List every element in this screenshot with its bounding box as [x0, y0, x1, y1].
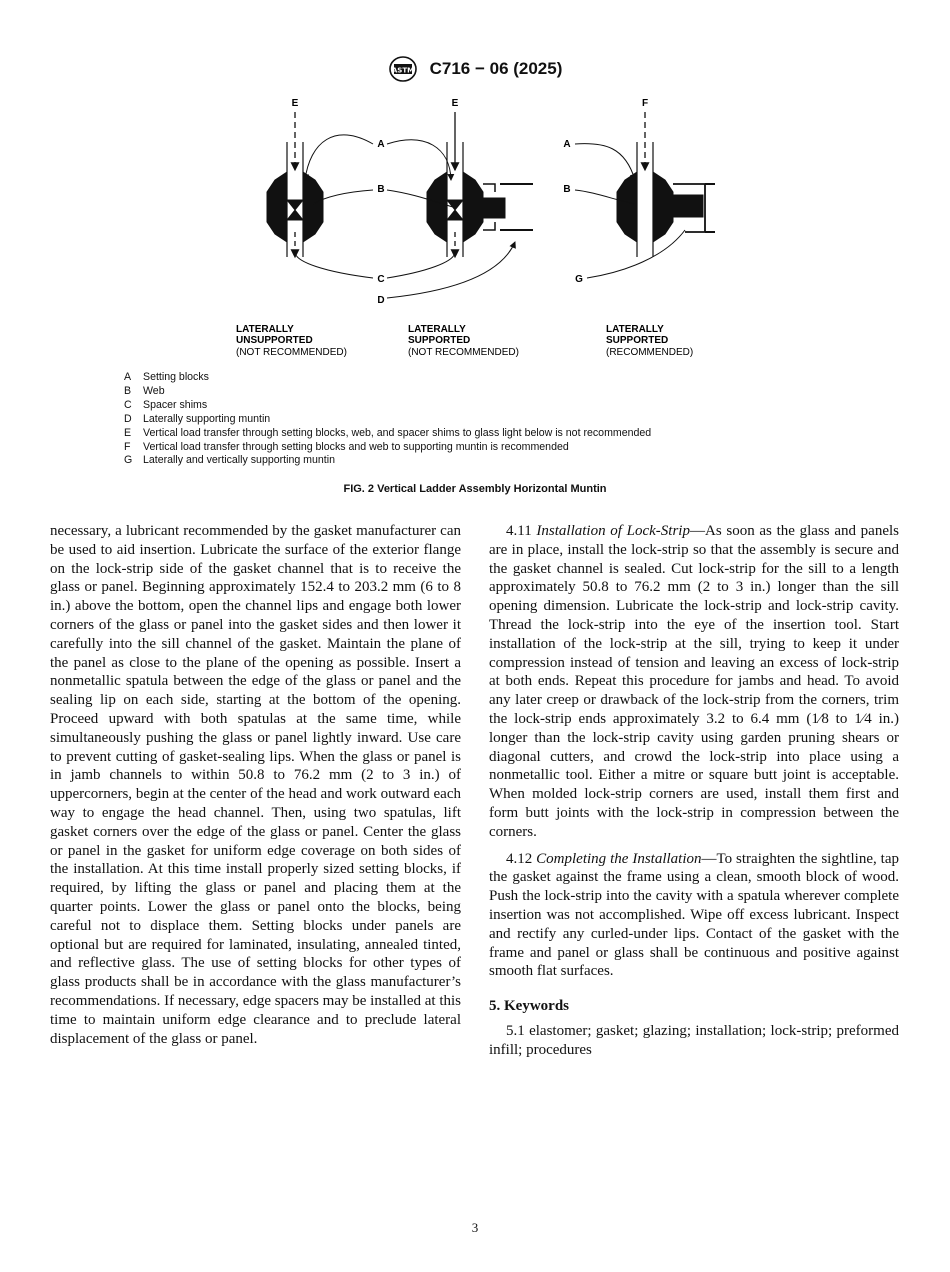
legend-item: B Web — [124, 384, 165, 397]
label-e-1: E — [291, 98, 299, 109]
label-e-2: E — [451, 98, 459, 109]
svg-text:(NOT RECOMMENDED): (NOT RECOMMENDED) — [236, 347, 347, 358]
legend-item: E Vertical load transfer through setting blocks, web, and spacer shims to glass light below is not recommended — [124, 426, 652, 439]
section-5-heading: 5. Keywords — [489, 998, 569, 1015]
section-4-11-title: Installation of Lock-Strip — [536, 523, 690, 539]
body-paragraph: necessary, a lubricant recommended by the gasket manufacturer can be used to aid insertion. Lubricate the surface of the exterior flange on the lock-strip side of the gasket channel that is to receive the glass or panel. Beginning approximately 152.4 to 203.2 mm (6 to 8 in.) above the bottom, open the channel lips and engage both lower corners of the glass or panel into the gasket sides and then lower it carefully into the sill channel of the gasket. Maintain the plane of the panel as close to the plane of the opening as possible. Insert a nonmetallic spatula between the edge of the glass or panel and the sealing lip on each side, starting at the bottom of the opening. Proceed upward with both spatulas at the same time, while simultaneously pushing the glass or panel lightly inward. Use care to prevent cutting of gasket-sealing lips. When the glass or panel is in jamb channels to within 50.8 to 76.2 mm (2 to 3 in.) of uppercorners, begin at the center of the head and work outward each way to engage the head channel. Then, using two spatulas, lift gasket corners over the edge of the glass or panel. Center the glass or panel in the gasket for uniform edge coverage on both sides of the installation. At this time install properly sized setting blocks, if required, by lifting the glass or panel and placing them at the quarter points. Lower the glass or panel onto the blocks, being careful not to displace them. Setting blocks under panels are optional but are required for laminated, insulating, annealed tinted, and reflective glass. The use of setting blocks for other types of glass products shall be in accordance with the glass manufacturer’s recommendations. If necessary, edge spacers may be installed at this time to maintain uniform edge clearance and to preclude lateral displacement of the glass or panel. — [50, 523, 461, 1047]
astm-logo-icon — [388, 56, 418, 82]
panel-caption-3 — [606, 324, 693, 358]
svg-text:(RECOMMENDED): (RECOMMENDED) — [606, 347, 694, 358]
assembly-supported-not-recommended — [427, 112, 533, 257]
panel-caption-2 — [408, 324, 519, 358]
right-column — [489, 522, 899, 1068]
left-column — [50, 522, 461, 1056]
panel-caption-1 — [236, 324, 347, 358]
legend-item: A Setting blocks — [124, 371, 209, 383]
callout-a-2: A — [563, 139, 571, 150]
label-f: F — [641, 98, 649, 109]
svg-text:(NOT RECOMMENDED): (NOT RECOMMENDED) — [408, 347, 519, 358]
figure-2-diagram — [215, 92, 735, 367]
legend-item: C Spacer shims — [124, 398, 208, 411]
svg-text:ASTM: ASTM — [391, 66, 414, 75]
section-5-1: 5.1 elastomer; gasket; glazing; installation; lock-strip; preformed infill; procedures — [489, 1022, 899, 1058]
section-4-12: 4.12 Completing the Installation—To straighten the sightline, tap the gasket against the frame using a clean, smooth block of wood. Push the lock-strip into the cavity with a spatula wherever complete insertion was not accomplished. Wipe off excess lubricant. Inspect and rectify any curled-under lips. Contact of the gasket with the frame and panel or glass shall be continuous and positive against smooth flat surfaces. — [489, 850, 899, 980]
legend-item: F Vertical load transfer through setting blocks and web to supporting muntin is recommended — [124, 440, 569, 453]
callout-b-2: B — [563, 184, 571, 195]
assembly-supported-recommended — [617, 112, 715, 257]
svg-text:SUPPORTED: SUPPORTED — [606, 335, 669, 346]
page-header — [0, 56, 950, 82]
section-4-12-title: Completing the Installation — [536, 850, 702, 867]
svg-text:LATERALLY: LATERALLY — [606, 324, 664, 335]
page-number: 3 — [471, 1220, 479, 1235]
figure-legend — [124, 371, 864, 468]
callout-c: C — [377, 274, 385, 285]
legend-item: D Laterally supporting muntin — [124, 412, 271, 425]
svg-text:LATERALLY: LATERALLY — [236, 324, 294, 335]
callout-d: D — [377, 295, 385, 306]
callout-g: G — [575, 274, 583, 285]
section-4-11: 4.11 Installation of Lock-Strip—As soon as the glass and panels are in place, install the lock-strip so that the assembly is secure and the gasket channel is sealed. Cut lock-strip for the sill to a length approximately 50.8 to 76.2 mm (2 to 3 in.) longer than the sill opening dimension. Lubricate the lock-strip and lock-strip cavity. Thread the lock-strip into the eye of the insertion tool. Start installation of the lock-strip at the sill, trying to keep it under compression instead of tension and leaving an excess of lock-strip at both ends. Repeat this procedure for jambs and head. To avoid any later creep or drawback of the lock-strip from the corners, trim the lock-strip ends approximately 3.2 to 6.4 mm (1⁄8 to 1⁄4 in.) longer than the lock-strip cavity using garden pruning shears or diagonal cutters, and crowd the lock-strip into place using a nonmetallic tool. Either a mitre or square butt joint is acceptable. When molded lock-strip corners are used, install them first and form butt joints with the lock-strip in compression between the corners. — [489, 523, 899, 840]
assembly-unsupported — [267, 112, 323, 257]
svg-text:LATERALLY: LATERALLY — [408, 324, 466, 335]
figure-caption: FIG. 2 Vertical Ladder Assembly Horizontal Muntin — [343, 483, 607, 495]
document-designation: C716 − 06 (2025) — [429, 59, 563, 78]
svg-text:UNSUPPORTED: UNSUPPORTED — [236, 335, 313, 346]
callout-a-1: A — [377, 139, 385, 150]
callout-b-1: B — [377, 184, 385, 195]
legend-item: G Laterally and vertically supporting muntin — [124, 454, 335, 467]
svg-text:SUPPORTED: SUPPORTED — [408, 335, 471, 346]
